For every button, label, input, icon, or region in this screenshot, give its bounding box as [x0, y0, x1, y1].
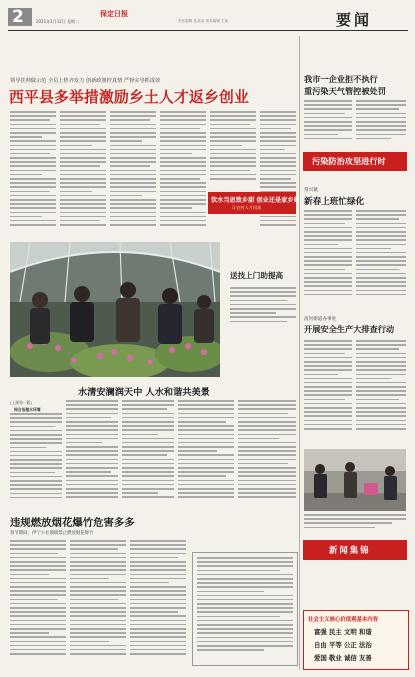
right-top-body-1 — [304, 100, 352, 146]
story2-col-3 — [122, 400, 174, 510]
greenhouse-photo — [10, 242, 220, 377]
core-values-line-2: 自由 平等 公正 法治 — [314, 641, 372, 649]
lead-body-col-3 — [110, 111, 156, 239]
story2-col-2 — [66, 400, 118, 510]
editor-line: 责任编辑 张某某 美术编辑 王某 — [178, 19, 229, 23]
lead-slogan-banner — [208, 192, 300, 214]
lead-kicker: 领导挂帅做示范 全员上阵齐发力 创新政策控真情 严督实导抓成效 — [10, 78, 161, 84]
story2-col-4 — [178, 400, 234, 510]
masthead — [8, 8, 408, 30]
column-divider — [299, 36, 300, 670]
story3-col-2 — [70, 540, 126, 668]
core-values-box — [303, 610, 409, 670]
special-banner — [303, 152, 407, 171]
date-line: 2021年1月12日 星期二 — [36, 19, 80, 24]
town1-name: 常兴镇 — [304, 188, 318, 193]
story3-subtitle: 春节期间，伊宁公社城镇禁止燃放烟花爆竹 — [10, 531, 94, 536]
story2-subheading: 综合治理水环境 — [14, 407, 41, 412]
photo1-title: 送技上门助提高 — [230, 271, 284, 280]
paper-name: 保定日报 — [100, 9, 128, 18]
lead-slogan-sub: 让农村人才回流 — [232, 205, 262, 210]
story3-col-1 — [10, 540, 66, 668]
core-values-line-3: 爱国 敬业 诚信 友善 — [314, 654, 372, 662]
photo1-caption — [230, 287, 296, 327]
lead-body-col-6 — [260, 111, 296, 239]
town2-headline: 开展安全生产大排查行动 — [304, 324, 395, 334]
lead-body-col-5 — [210, 111, 256, 191]
right-top-body-2 — [356, 100, 406, 146]
story2-col-1 — [10, 413, 62, 509]
town2-name: 清河街道办事处 — [304, 317, 337, 322]
town1-col-2 — [356, 210, 406, 308]
special-banner-text: 污染防治攻坚进行时 — [312, 156, 386, 166]
core-values-line-1: 富强 民主 文明 和谐 — [314, 628, 372, 636]
town1-headline: 新春上班忙绿化 — [304, 197, 365, 207]
story2-col-5 — [238, 400, 296, 510]
lead-body-col-4 — [160, 111, 206, 239]
story2-continued: (上接第一版) — [10, 400, 32, 405]
right-top-headline-1: 我市一企业拒不执行 — [304, 74, 378, 84]
story3-col-3 — [130, 540, 186, 668]
notice-box — [192, 552, 298, 666]
town1-col-1 — [304, 210, 352, 308]
lead-slogan: 饮水当思致乡甜 创业还是家乡好 — [211, 197, 300, 204]
right-top-headline-2: 重污染天气管控被处罚 — [304, 86, 386, 96]
section-title: 要闻 — [336, 11, 373, 29]
lead-body-col-2 — [60, 111, 106, 239]
news-flash-banner — [303, 540, 407, 560]
town2-col-2 — [356, 340, 406, 444]
news-flash-text: 新闻集锦 — [329, 545, 371, 555]
page-number: 2 — [12, 7, 24, 27]
masthead-rule — [8, 30, 408, 31]
lead-body-col-1 — [10, 111, 56, 239]
safety-check-photo — [304, 449, 406, 511]
core-values-title: 社会主义核心价值观基本内容 — [308, 617, 379, 623]
story3-headline: 违规燃放烟花爆竹危害多多 — [10, 517, 135, 529]
story2-headline: 水清安澜润天中 人水和谐共美景 — [78, 387, 210, 398]
photo2-caption — [304, 514, 406, 534]
lead-headline: 西平县多举措激励乡土人才返乡创业 — [9, 89, 249, 106]
town2-col-1 — [304, 340, 352, 444]
